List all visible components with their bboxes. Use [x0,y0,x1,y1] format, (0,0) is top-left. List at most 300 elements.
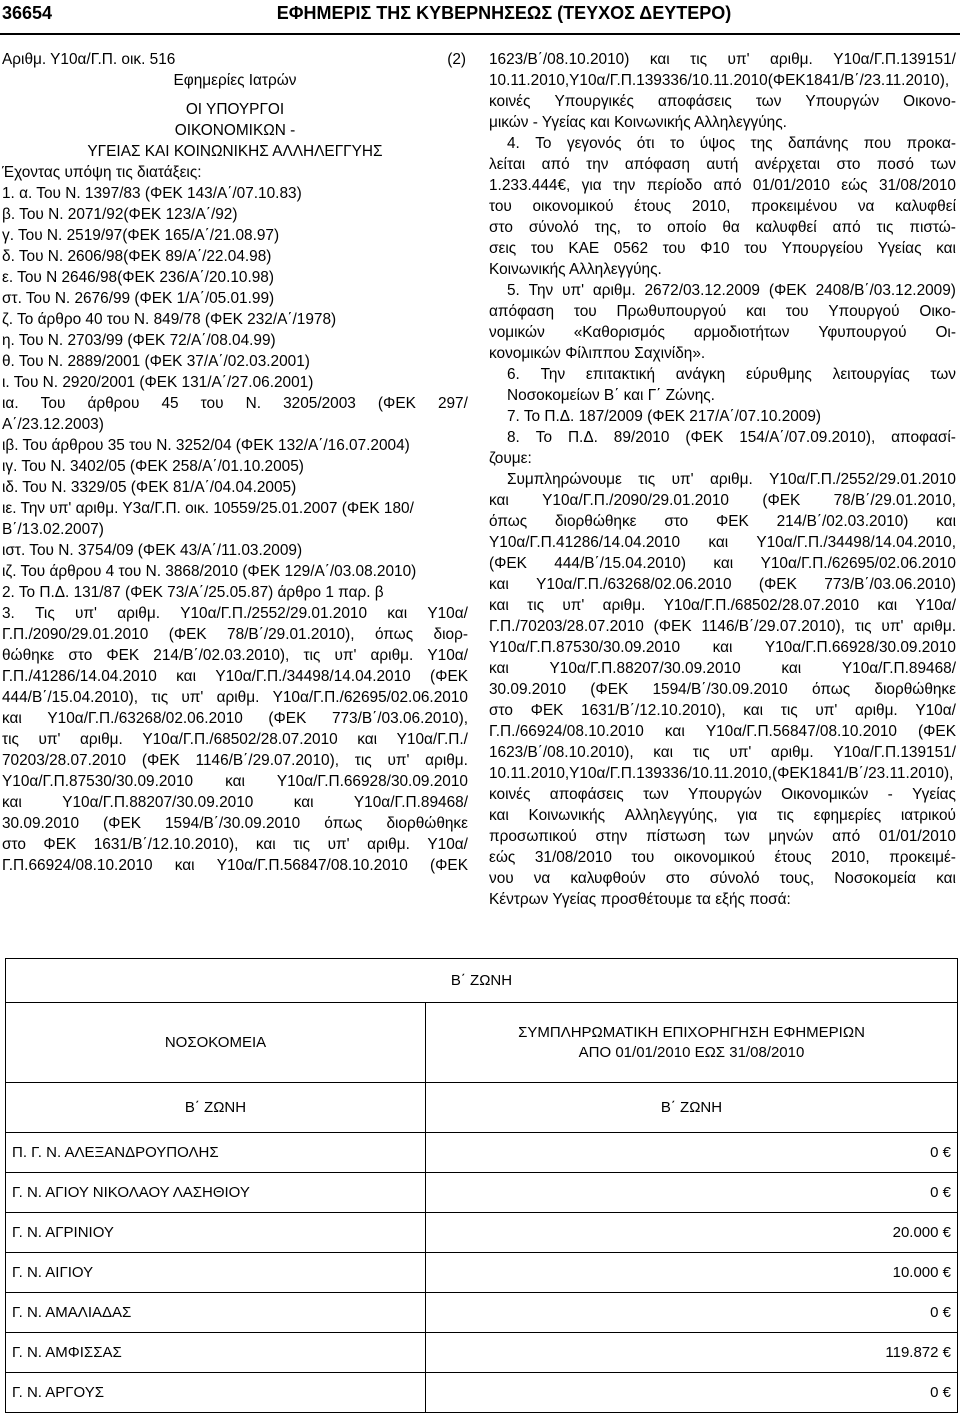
left-text-word: στο [68,647,93,664]
right-text-word: Οι- [935,324,956,341]
right-text-line [489,847,956,868]
right-text-word: υπ' [881,618,904,635]
right-text-word: την [613,177,636,194]
right-text-word: την [586,156,609,173]
right-text-word: και [708,534,729,551]
right-text-word: 2010, [831,849,870,866]
right-text-word: και [781,660,802,677]
right-text-word: αριθμ. [602,597,646,614]
right-text-word: 154/Α΄/07.09.2010), [739,429,876,446]
right-text-line [489,763,956,784]
left-text-word: Υ10α/Γ.Π./63268/02.06.2010 [47,710,243,727]
left-text-word: υπ' [387,752,410,769]
right-text-word: Υ10α/Γ.Π./34498/14.04.2010, [756,534,956,551]
subsidy-amount: 20.000 € [426,1213,958,1253]
left-text-line [2,708,468,729]
left-text-word: Υ10α/Γ.Π./62695/02.06.2010 [272,689,468,706]
left-text-word: Υ10α/Γ.Π.87530/30.09.2010 [2,773,194,790]
right-text-word: 6. [507,366,520,383]
left-text-word: Υ10α/Γ.Π./68502/28.07.2010 [142,731,338,748]
right-text-word: Υ10α/ [915,702,956,719]
right-text-word: του [662,240,686,257]
right-text-word: καλυφθεί [755,219,817,236]
right-text-word: - [887,786,893,803]
right-text-word: και [712,639,733,656]
right-text-line [489,637,956,658]
right-text-line [489,322,956,343]
left-text-word: (ΦΕΚ [268,710,307,727]
right-text-line [489,154,956,175]
right-text-word: υπ' [671,471,694,488]
right-text-word: Υπουργού [828,303,900,320]
left-text-word: 1146/Β΄/29.07.2010), [195,752,340,769]
left-text-line: ιζ. Του άρθρου 4 του Ν. 3868/2010 (ΦΕΚ 129/Α΄/03.08.2010) [2,563,417,580]
right-text-line [489,511,956,532]
right-text-word: αριθμ. [770,51,813,68]
journal-title: ΕΦΗΜΕΡΙΣ ΤΗΣ ΚΥΒΕΡΝΗΣΕΩΣ (ΤΕΥΧΟΣ ΔΕΥΤΕΡΟ) [276,3,732,23]
left-text-word: (ΦΕΚ [168,626,207,643]
left-text-word: Τις [35,605,55,622]
left-text-word: όπως [324,815,363,832]
right-text-word: (ΦΕΚ [758,576,797,593]
left-text-word: ΦΕΚ [43,836,77,853]
left-text-line: 2. Το Π.Δ. 131/87 (ΦΕΚ 73/Α΄/25.05.87) άρθρο 1 παρ. β [2,584,384,601]
right-text-word: και [743,702,764,719]
right-text-word: Την [528,282,554,299]
table-row [6,1213,958,1253]
right-text-word: και [489,807,509,824]
left-text-line: ιβ. Του άρθρου 35 του Ν. 3252/04 (ΦΕΚ 132/Α΄/16.07.2004) [2,437,410,454]
left-text-word: και [255,836,276,853]
left-text-word: Υ10α/Γ.Π./34498/14.04.2010 [215,668,411,685]
left-text-word: και [387,605,408,622]
right-text-word: όπως [811,681,851,698]
right-text-word: 773/Β΄/03.06.2010) [824,576,956,593]
right-text-word: από [713,177,742,194]
right-text-word: από [832,828,861,845]
hospital-name: Γ. Ν. ΑΜΦΙΣΣΑΣ [6,1333,426,1373]
subsidy-header [426,1003,958,1083]
right-text-word: Υπουργών [805,93,880,110]
right-text-word: για [737,807,758,824]
right-text-word: που [863,135,892,152]
right-text-word: θα [722,219,740,236]
right-text-word: στο [836,156,861,173]
header-rule [0,33,960,35]
right-text-line: Νοσοκομείων Β΄ και Γ΄ Ζώνης. [507,387,715,404]
right-text-word: τις [638,471,656,488]
right-text-word: Γ.Π./66924/08.10.2010 [489,723,644,740]
right-text-word: για [581,177,602,194]
right-text-word: αποφάσεις [549,786,624,803]
right-text-word: Υ10α/Γ.Π.88207/30.09.2010 [549,660,741,677]
left-text-word: ΦΕΚ [106,647,140,664]
left-text-word: διορθώθηκε [386,815,468,832]
left-text-word: διορ- [433,626,468,643]
left-text-line: 1. α. Του Ν. 1397/83 (ΦΕΚ 143/Α΄/07.10.83) [2,185,302,202]
right-text-line: μικών - Υγείας και Κοινωνικής Αλληλεγγύης. [489,114,787,131]
right-text-word: 0562 [613,240,649,257]
left-text-line: δ. Του Ν. 2606/98(ΦΕΚ 89/Α΄/22.04.98) [2,248,272,265]
left-text-word: τις [354,752,372,769]
right-text-line [489,427,956,448]
left-text-word: και [174,857,195,874]
right-text-word: 10.11.2010,Υ10α/Γ.Π.139336/10.11.2010(ΦΕΚ1841/Β΄/23.11.2010), [489,72,950,89]
right-text-word: να [857,198,875,215]
left-text-word: αριθμ. [216,689,260,706]
right-text-word: καλυφθεί [895,198,956,215]
right-text-word: 01/01/2010 [878,828,956,845]
left-text-line: β. Του Ν. 2071/92(ΦΕΚ 123/Α΄/92) [2,206,238,223]
right-text-word: 2408/Β΄/03.12.2009) [815,282,956,299]
right-text-word: 2010, [691,198,731,215]
right-text-line [489,238,956,259]
left-text-word: 297/ [437,395,468,412]
hospitals-zone-label: Β΄ ΖΩΝΗ [6,1083,426,1133]
left-text-word: Υ10α/Γ.Π.66928/30.09.2010 [276,773,468,790]
right-text-word: Αλληλεγγύης, [624,807,718,824]
right-text-word: του [489,198,512,215]
left-text-word: 78/Β΄/29.01.2010), [227,626,355,643]
right-text-line [489,700,956,721]
right-text-word: 4. [507,135,520,152]
left-text-word: Υ10α/ [427,605,468,622]
right-text-word: γεγονός [566,135,622,152]
right-text-word: προκειμέ- [889,849,956,866]
left-text-line [2,687,468,708]
right-text-word: από [832,219,861,236]
right-text-word: Το [535,429,553,446]
document-reference-line [2,49,468,70]
right-text-word: τις [690,51,708,68]
left-text-word: 45 [161,395,179,412]
left-text-line [2,603,468,624]
right-text-word: και [713,555,734,572]
right-text-word: Υπουργείου [781,240,864,257]
right-text-word: καλυφθούν [570,870,646,887]
right-text-word: σύνολό [528,219,579,236]
right-text-word: (ΦΕΚ [768,282,807,299]
left-text-line: Έχοντας υπόψη τις διατάξεις: [2,164,202,181]
left-text-word: Υ10α/Γ.Π.89468/ [353,794,468,811]
subsidy-header-line-2: ΑΠΟ 01/01/2010 ΕΩΣ 31/08/2010 [578,1043,805,1061]
right-text-word: 31/08/2010 [534,849,612,866]
left-text-word: (ΦΕΚ [103,815,141,832]
right-text-word: υπ' [729,744,752,761]
right-text-word: και [877,597,898,614]
left-text-word: υπ' [327,836,350,853]
right-text-line [489,49,956,70]
left-text-word: Γ.Π.66924/08.10.2010 [2,857,153,874]
right-text-word: 10.11.2010,Υ10α/Γ.Π.139336/10.11.2010,(ΦΕΚ1841/Β΄/23.11.2010), [489,765,954,782]
right-text-word: 2672/03.12.2009 [644,282,760,299]
right-text-word: 01/01/2010 [752,177,830,194]
issuer-line-2: ΟΙΚΟΝΟΜΙΚΩΝ - [174,122,296,139]
left-text-line [2,750,468,771]
left-text-line [2,834,468,855]
subsidy-amount: 0 € [426,1293,958,1333]
left-text-word: 3205/2003 [283,395,356,412]
left-text-line: Β΄/13.02.2007) [2,521,104,538]
right-text-word: Γ.Π./70203/28.07.2010 [489,618,644,635]
left-text-line: ιδ. Του Ν. 3329/05 (ΦΕΚ 81/Α΄/04.04.2005) [2,479,297,496]
right-text-word: 214/Β΄/02.03.2010) [776,513,909,530]
left-text-word: (ΦΕΚ [430,857,468,874]
right-text-word: τις [780,702,798,719]
left-text-word: 214/Β΄/02.03.2010), [153,647,290,664]
right-text-word: του [631,849,655,866]
right-text-line [489,364,956,385]
right-text-word: προκα- [906,135,956,152]
left-text-word: (ΦΕΚ [377,395,416,412]
left-text-line: η. Του Ν. 2703/99 (ΦΕΚ 72/Α΄/08.04.99) [2,332,276,349]
left-text-word: υπ' [334,647,357,664]
right-text-word: διορθώθηκε [874,681,956,698]
table-row [6,1133,958,1173]
right-text-word: οικονομικού [673,849,755,866]
left-text-word: του [200,395,224,412]
right-text-line [489,469,956,490]
left-text-word: Γ.Π./2090/29.01.2010 [2,626,149,643]
right-text-line [489,805,956,826]
right-text-word: των [930,156,956,173]
right-text-line [489,280,956,301]
right-text-line [489,721,956,742]
left-text-line: γ. Του Ν. 2519/97(ΦΕΚ 165/Α΄/21.08.97) [2,227,280,244]
right-text-word: προκειμένου [750,198,838,215]
right-text-word: ΚΑΕ [568,240,600,257]
right-text-word: και [653,744,674,761]
right-text-word: αποφασί- [891,429,956,446]
right-text-word: του [530,240,554,257]
right-text-word: το [636,219,652,236]
right-text-word: ιατρικού [900,807,956,824]
right-column [489,49,956,910]
right-text-line [489,175,956,196]
right-text-word: τις [527,597,545,614]
left-body-text [2,162,468,876]
left-text-word: υπ' [38,731,61,748]
right-text-word: ποσό [876,156,914,173]
right-text-word: εώς [841,177,868,194]
right-body-text [489,49,956,910]
right-text-line [489,301,956,322]
left-text-word: 70203/28.07.2010 [2,752,127,769]
right-text-line [489,133,956,154]
right-text-word: Φ10 [700,240,730,257]
left-text-word: ια. [2,395,19,412]
right-text-word: λειτουργίας [832,366,910,383]
right-text-word: Υπουργών [687,786,762,803]
right-text-word: μηνών [768,828,814,845]
page-header [0,0,960,34]
right-text-word: 89/2010 [613,429,670,446]
right-text-word: Οικονομικών [781,786,869,803]
right-text-word: 1146/Β΄/29.07.2010), [701,618,845,635]
right-text-word: από [541,156,570,173]
right-text-word: Υ10α/Γ.Π./62695/02.06.2010 [760,555,956,572]
left-text-line: ζ. Το άρθρο 40 του Ν. 849/78 (ΦΕΚ 232/Α΄/1978) [2,311,337,328]
left-text-line [2,855,468,876]
table-body [6,1133,958,1413]
right-text-word: νομικών [489,324,545,341]
left-text-word: 1594/Β΄/30.09.2010 [165,815,301,832]
right-text-word: Υγείας [877,240,922,257]
right-text-word: Συμπληρώνουμε [507,471,622,488]
right-text-line [489,868,956,889]
left-text-word: θώθηκε [2,647,55,664]
right-text-word: Υ10α/Γ.Π./2090/29.01.2010 [542,492,729,509]
left-text-line [2,792,468,813]
left-text-line [2,666,468,687]
subsidy-zone-label: Β΄ ΖΩΝΗ [426,1083,958,1133]
left-text-word: υπ' [181,689,204,706]
right-text-word: και [489,597,509,614]
right-text-word: ΦΕΚ [530,702,564,719]
right-text-word: και [489,492,509,509]
left-text-word: 1631/Β΄/12.10.2010), [93,836,239,853]
right-text-word: Το [535,135,552,152]
right-text-word: υπ' [815,702,838,719]
hospital-name: Γ. Ν. ΑΜΑΛΙΑΔΑΣ [6,1293,426,1333]
subsidy-amount: 10.000 € [426,1253,958,1293]
right-text-word: στο [489,219,513,236]
left-text-line: ι. Του Ν. 2920/2001 (ΦΕΚ 131/Α΄/27.06.2001) [2,374,314,391]
right-text-word: Πρωθυπουργού [616,303,727,320]
right-text-line [489,574,956,595]
subsidy-amount: 0 € [426,1373,958,1413]
left-text-line: θ. Του Ν. 2889/2001 (ΦΕΚ 37/Α΄/02.03.2001) [2,353,310,370]
right-text-word: Υφυπουργού [818,324,907,341]
right-text-word: όπως [489,513,528,530]
right-text-word: 1623/Β΄/08.10.2010) [489,51,630,68]
right-text-word: αυτή [706,156,739,173]
right-text-word: έτους [774,849,812,866]
right-text-word: Υ10α/Γ.Π./68502/28.07.2010 [663,597,860,614]
right-text-line [489,217,956,238]
right-text-word: ανάγκη [675,366,726,383]
right-text-word: (ΦΕΚ [590,681,629,698]
left-text-line: ιγ. Του Ν. 3402/05 (ΦΕΚ 258/Α΄/01.10.2005) [2,458,304,475]
left-text-line: Α΄/23.12.2003) [2,416,104,433]
left-text-word: αριθμ. [117,605,160,622]
right-text-word: της [750,135,773,152]
right-text-word: νου [489,870,514,887]
hospital-name: Π. Γ. Ν. ΑΛΕΞΑΝΔΡΟΥΠΟΛΗΣ [6,1133,426,1173]
right-text-word: ΦΕΚ [716,513,749,530]
right-text-word: τις [692,744,710,761]
right-text-word: Υ10α/Γ.Π.66928/30.09.2010 [764,639,956,656]
right-text-word: Υ10α/Γ.Π.89468/ [841,660,956,677]
right-text-word: τις [854,618,872,635]
document-reference: Αριθμ. Υ10α/Γ.Π. οικ. 516 [2,51,176,68]
allocation-table [5,958,958,1413]
right-text-word: οικονομικού [532,198,614,215]
left-text-line [2,813,468,834]
right-text-line: Κέντρων Υγείας προσθέτουμε τα εξής ποσά: [489,891,791,908]
right-text-line: Κοινωνικής Αλληλεγγύης. [489,261,662,278]
right-text-word: της, [594,219,621,236]
right-text-word: και [664,723,685,740]
right-text-word: ανέρχεται [754,156,821,173]
left-text-word: Υ10α/Γ.Π./2552/29.01.2010 [180,605,368,622]
left-text-word: αριθμ. [370,647,414,664]
right-text-word: 30.09.2010 [489,681,567,698]
right-text-word: τις [876,219,894,236]
right-text-word: και [649,51,670,68]
left-text-word: Του [40,395,66,412]
right-text-word: (ΦΕΚ [489,555,527,572]
right-text-word: και [936,870,956,887]
right-text-word: απόφαση [624,156,690,173]
right-text-word: του [744,240,768,257]
right-text-word: «Καθορισμός [573,324,665,341]
right-text-line: ζουμε: [489,450,532,467]
left-text-word: Υ10α/Γ.Π.56847/08.10.2010 [216,857,408,874]
left-text-word: Γ.Π./41286/14.04.2010 [2,668,157,685]
right-text-word: και [936,513,956,530]
right-text-word: πίστωση [646,828,706,845]
right-text-word: εφημερίες [813,807,882,824]
right-text-word: αριθμ. [854,702,898,719]
left-text-word: τις [151,689,169,706]
right-text-line [489,658,956,679]
right-text-word: πιστώ- [909,219,956,236]
left-text-line [2,624,468,645]
left-text-word: υπ' [74,605,97,622]
right-text-word: στην [595,828,628,845]
right-text-word: Υ10α/Γ.Π.139151/ [833,744,956,761]
left-text-word: 773/Β΄/03.06.2010), [331,710,468,727]
right-text-word: των [643,786,669,803]
right-text-line [489,679,956,700]
right-text-word: επιτακτική [585,366,656,383]
right-text-word: εώς [489,849,516,866]
right-text-word: τους, [779,870,815,887]
issuer-line-3: ΥΓΕΙΑΣ ΚΑΙ ΚΟΙΝΩΝΙΚΗΣ ΑΛΛΗΛΕΓΓΥΗΣ [87,143,383,160]
right-text-word: στο [665,870,690,887]
right-text-word: στο [489,702,513,719]
right-text-word: 1.233.444€, [489,177,571,194]
table-row [6,1333,958,1373]
right-text-word: αριθμ. [709,471,753,488]
document-subject: Εφημερίες Ιατρών [173,72,297,89]
left-text-word: και [2,794,22,811]
right-text-word: υπ' [727,51,750,68]
left-text-word: αριθμ. [425,752,468,769]
right-text-word: σύνολό [709,870,760,887]
left-text-word: άρθρου [87,395,140,412]
right-text-word: και [489,576,509,593]
left-text-word: τις [2,731,19,748]
right-text-word: λείται [489,156,526,173]
left-text-word: και [225,773,245,790]
right-text-word: Οικο- [919,303,956,320]
right-text-word: των [930,366,956,383]
left-text-word: (ΦΕΚ [430,668,468,685]
right-text-word: Την [540,366,566,383]
table-row [6,1253,958,1293]
right-text-word: και [936,240,956,257]
subsidy-header-line-1: ΣΥΜΠΛΗΡΩΜΑΤΙΚΗ ΕΠΙΧΟΡΗΓΗΣΗ ΕΦΗΜΕΡΙΩΝ [518,1023,865,1041]
issuer-line-1: ΟΙ ΥΠΟΥΡΓΟΙ [185,101,285,118]
table-zone-title: Β΄ ΖΩΝΗ [6,959,958,1003]
right-text-word: και [746,303,766,320]
subsidy-amount: 0 € [426,1133,958,1173]
right-text-word: Υ10α/Γ.Π.56847/08.10.2010 [705,723,897,740]
right-text-word: τις [777,807,794,824]
left-text-word: τις [293,836,311,853]
